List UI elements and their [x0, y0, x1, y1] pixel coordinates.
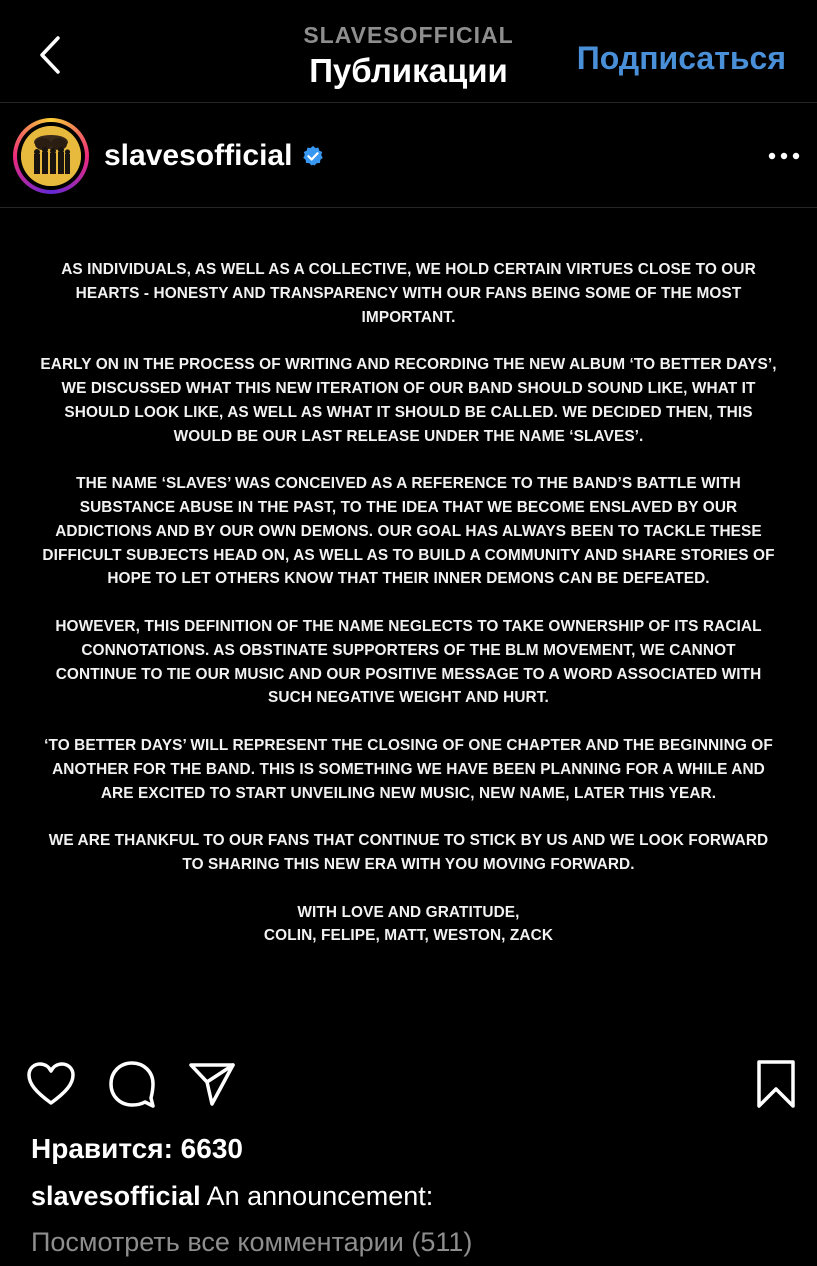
- follow-button[interactable]: Подписаться: [576, 40, 786, 76]
- announcement-paragraph: EARLY ON IN THE PROCESS OF WRITING AND RECORDING THE NEW ALBUM ‘TO BETTER DAYS’, WE DISCUSSED WHAT THIS NEW ITERATION OF OUR BAND SHOULD SOUND LIKE, WHAT IT SHOULD LOOK LIKE, AS WELL AS WHAT IT SHOULD BE CALLED. WE DECIDED THEN, THIS WOULD BE OUR LAST RELEASE UNDER THE NAME ‘SLAVES’.: [40, 356, 777, 445]
- announcement-paragraph: HOWEVER, THIS DEFINITION OF THE NAME NEGLECTS TO TAKE OWNERSHIP OF ITS RACIAL CONNOTATIONS. AS OBSTINATE SUPPORTERS OF THE BLM MOVEMENT, WE CANNOT CONTINUE TO TIE OUR MUSIC AND OUR POSITIVE MESSAGE TO A WORD ASSOCIATED WITH SUCH NEGATIVE WEIGHT AND HURT.: [55, 617, 762, 707]
- share-button[interactable]: [186, 1058, 238, 1110]
- comment-bubble-icon: [107, 1059, 157, 1109]
- likes-count[interactable]: Нравится: 6630: [31, 1133, 243, 1164]
- announcement-paragraph: ‘TO BETTER DAYS’ WILL REPRESENT THE CLOSING OF ONE CHAPTER AND THE BEGINNING OF ANOTHER FOR THE BAND. THIS IS SOMETHING WE HAVE BEEN PLANNING FOR A WHILE AND ARE EXCITED TO START UNVEILING NEW MUSIC, NEW NAME, LATER THIS YEAR.: [44, 736, 773, 802]
- send-paper-plane-icon: [187, 1060, 237, 1108]
- post-image[interactable]: [0, 208, 817, 1038]
- caption-username[interactable]: slavesofficial: [31, 1181, 201, 1211]
- like-button[interactable]: [25, 1058, 77, 1110]
- post-username-row[interactable]: [104, 136, 324, 176]
- more-dots-icon: [767, 141, 801, 171]
- post-username[interactable]: slavesofficial: [104, 139, 293, 172]
- post-caption: [31, 1178, 433, 1214]
- caption-text: An announcement:: [206, 1181, 434, 1211]
- signoff-line: WITH LOVE AND GRATITUDE,: [297, 903, 520, 921]
- avatar[interactable]: [13, 118, 89, 194]
- announcement-paragraph: AS INDIVIDUALS, AS WELL AS A COLLECTIVE, WE HOLD CERTAIN VIRTUES CLOSE TO OUR HEARTS - HONESTY AND TRANSPARENCY WITH OUR FANS BEING SOME OF THE MOST IMPORTANT.: [61, 261, 756, 326]
- post-header: [0, 103, 817, 207]
- header-username: SLAVESOFFICIAL: [303, 22, 514, 48]
- page-title: Публикации: [309, 52, 508, 89]
- post-actions: [0, 1058, 817, 1118]
- signoff-names: COLIN, FELIPE, MATT, WESTON, ZACK: [263, 927, 554, 945]
- signoff: [40, 901, 777, 949]
- comment-button[interactable]: [106, 1058, 158, 1110]
- view-all-comments-link[interactable]: Посмотреть все комментарии (511): [31, 1227, 473, 1257]
- more-options-button[interactable]: [767, 141, 801, 171]
- announcement-paragraph: THE NAME ‘SLAVES’ WAS CONCEIVED AS A REFERENCE TO THE BAND’S BATTLE WITH SUBSTANCE ABUSE IN THE PAST, TO THE IDEA THAT WE BECOME ENSLAVED BY OUR ADDICTIONS AND BY OUR OWN DEMONS. OUR GOAL HAS ALWAYS BEEN TO TACKLE THESE DIFFICULT SUBJECTS HEAD ON, AS WELL AS TO BUILD A COMMUNITY AND SHARE STORIES OF HOPE TO LET OTHERS KNOW THAT THEIR INNER DEMONS CAN BE DEFEATED.: [42, 475, 775, 588]
- save-button[interactable]: [750, 1058, 802, 1110]
- announcement-text: [40, 258, 777, 948]
- bookmark-icon: [755, 1059, 797, 1109]
- verified-badge-icon: [302, 145, 324, 167]
- avatar-image: [21, 126, 81, 186]
- heart-icon: [26, 1061, 76, 1107]
- announcement-paragraph: WE ARE THANKFUL TO OUR FANS THAT CONTINUE TO STICK BY US AND WE LOOK FORWARD TO SHARING THIS NEW ERA WITH YOU MOVING FORWARD.: [48, 832, 769, 873]
- top-bar: [0, 0, 817, 102]
